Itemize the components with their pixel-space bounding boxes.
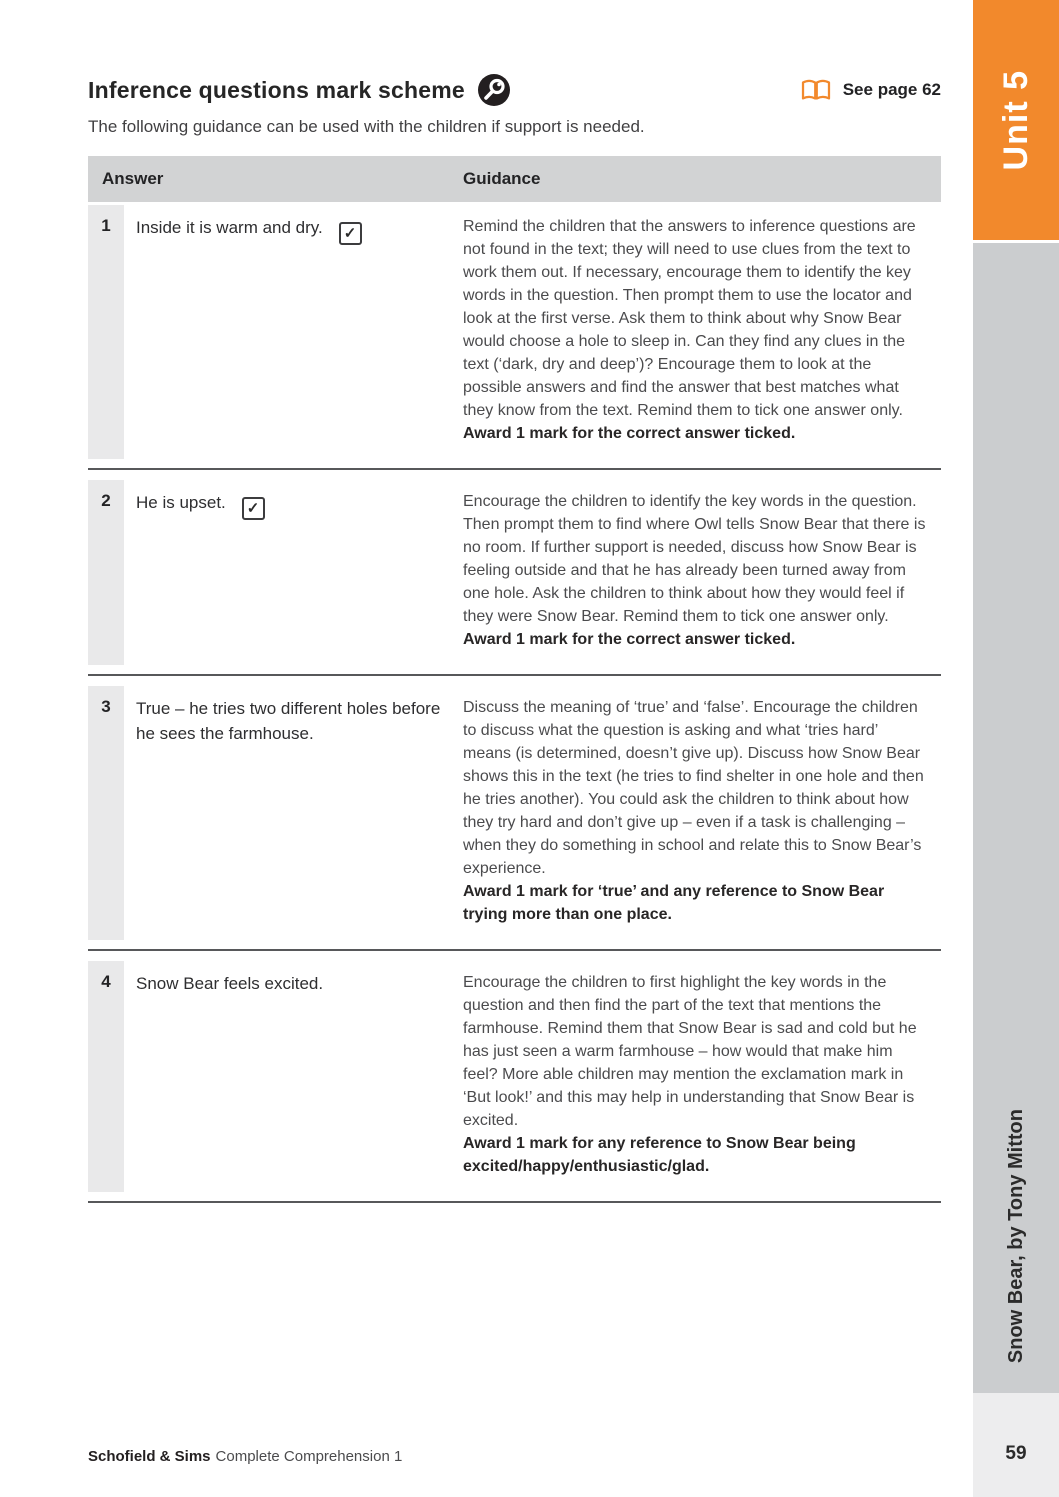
guidance-text: Encourage the children to identify the key words in the question. Then prompt them to find where Owl tells Snow Bear that there is no room. If further support is needed, discuss how Snow Bear is feeling outside and that he has already been turned away from one hole. Ask the children to think about how they would feel if they were Snow Bear. Remind them to tick one answer only. [463, 493, 926, 625]
award-text: Award 1 mark for the correct answer ticked. [463, 631, 796, 648]
table-row [88, 205, 941, 459]
footer-brand: Schofield & Sims [88, 1448, 211, 1465]
row-number: 2 [88, 480, 124, 665]
page-number-block [973, 1393, 1059, 1497]
answer-cell [124, 686, 463, 940]
guidance-text: Remind the children that the answers to inference questions are not found in the text; they will need to use clues from the text to work them out. If necessary, encourage them to identify the key words in the question. Then prompt them to use the locator and look at the first verse. Ask them to think about why Snow Bear would choose a hole to sleep in. Can they find any clues in the text (‘dark, dry and deep’)? Encourage them to look at the possible answers and find the answer that best matches what they know from the text. Remind them to tick one answer only. [463, 218, 916, 419]
open-book-icon [800, 78, 832, 103]
row-divider [88, 1201, 941, 1203]
answer-text: Snow Bear feels excited. [136, 974, 324, 993]
row-divider [88, 949, 941, 951]
table-header-guidance: Guidance [463, 169, 541, 188]
guidance-cell [463, 480, 941, 665]
row-number: 3 [88, 686, 124, 940]
mark-scheme-table [88, 156, 941, 1203]
main-content [88, 0, 941, 1213]
row-divider [88, 674, 941, 676]
row-number: 4 [88, 961, 124, 1192]
page-number: 59 [1005, 1443, 1027, 1464]
table-row [88, 686, 941, 940]
table-row [88, 961, 941, 1192]
guidance-cell [463, 686, 941, 940]
answer-cell [124, 205, 463, 459]
side-rail [973, 243, 1059, 1393]
side-rail-label: Snow Bear, by Tony Mitton [1004, 1108, 1027, 1363]
table-header-answer: Answer [102, 169, 164, 188]
guidance-text: Discuss the meaning of ‘true’ and ‘false’. Encourage the children to discuss what the question is asking and what ‘tries hard’ means (is determined, doesn’t give up). Discuss how Snow Bear shows this in the text (he tries to find shelter in one hole and then he tries another). You could ask the children to think about how they try hard and don’t give up – even if a task is challenging – when they do something in school and relate this to Snow Bear’s experience. [463, 699, 924, 877]
unit-tab [973, 0, 1059, 240]
footer [88, 1448, 402, 1465]
page-title: Inference questions mark scheme [88, 76, 465, 103]
footer-product: Complete Comprehension 1 [215, 1448, 403, 1465]
ticked-checkbox [339, 222, 362, 245]
guidance-text: Encourage the children to first highlight the key words in the question and then find the part of the text that mentions the farmhouse. Remind them that Snow Bear is sad and cold but he has just seen a warm farmhouse – how would that make him feel? More able children may mention the exclamation mark in ‘But look!’ and this may help in understanding that Snow Bear is excited. [463, 974, 917, 1129]
table-header-row [88, 156, 941, 202]
answer-cell [124, 961, 463, 1192]
answer-text: True – he tries two different holes before he sees the farmhouse. [136, 699, 441, 743]
award-text: Award 1 mark for ‘true’ and any reference to Snow Bear trying more than one place. [463, 883, 885, 923]
row-divider [88, 468, 941, 470]
row-number: 1 [88, 205, 124, 459]
answer-cell [124, 480, 463, 665]
answer-text: Inside it is warm and dry. [136, 218, 323, 237]
see-page-ref [800, 78, 941, 103]
check-icon: ✓ [246, 500, 260, 517]
ticked-checkbox [242, 497, 265, 520]
title-row [88, 74, 941, 106]
see-page-label: See page 62 [842, 80, 941, 99]
check-icon: ✓ [343, 225, 357, 242]
unit-tab-label: Unit 5 [996, 69, 1035, 171]
award-text: Award 1 mark for the correct answer ticked. [463, 425, 796, 442]
award-text: Award 1 mark for any reference to Snow Bear being excited/happy/enthusiastic/glad. [463, 1135, 856, 1175]
guidance-cell [463, 205, 941, 459]
guidance-cell [463, 961, 941, 1192]
answer-text: He is upset. [136, 493, 226, 512]
page-subtitle: The following guidance can be used with the children if support is needed. [88, 117, 645, 136]
magnifier-icon [478, 74, 510, 106]
table-row [88, 480, 941, 665]
